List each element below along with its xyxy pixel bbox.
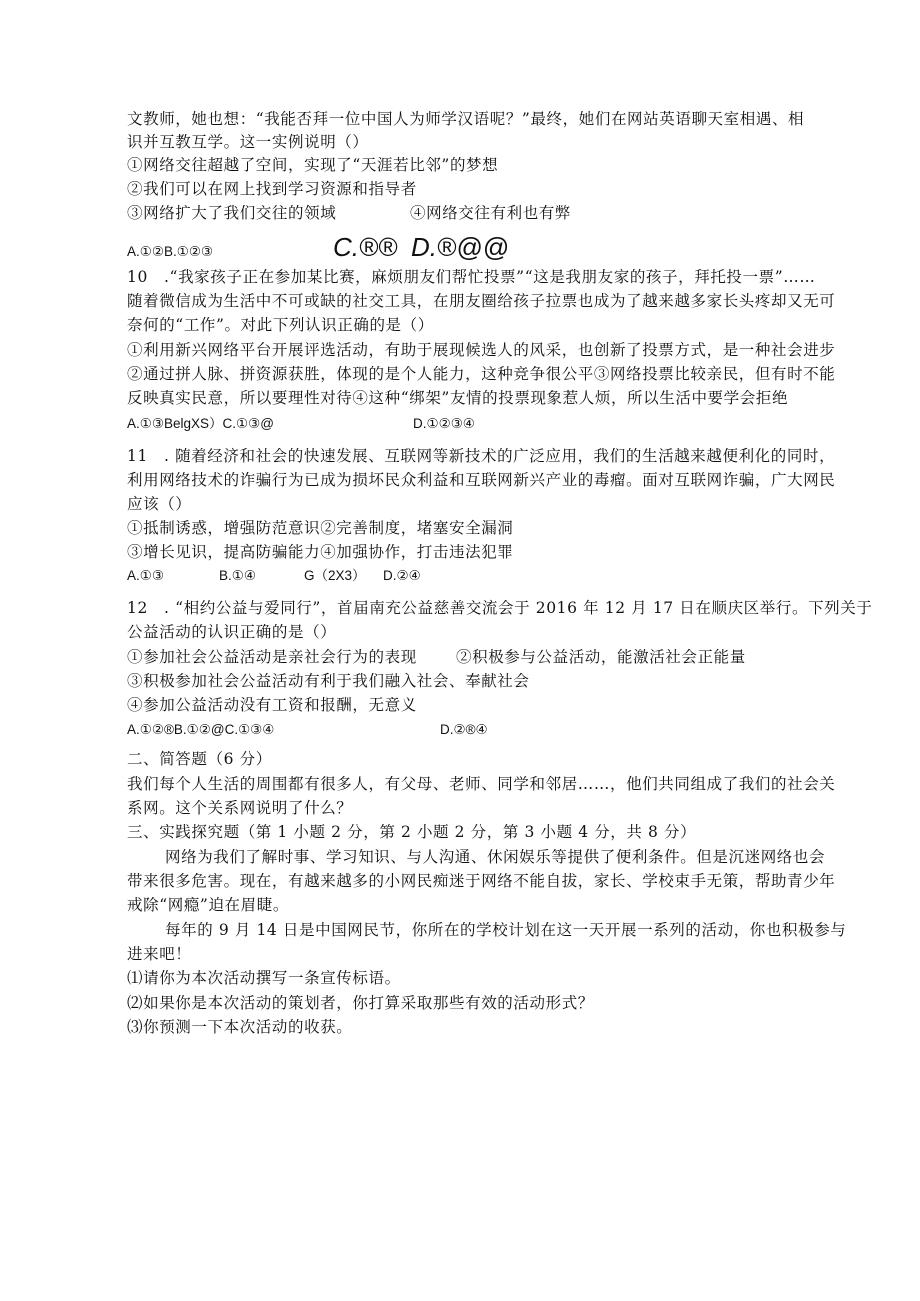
section3-paragraph1-line1: 网络为我们了解时事、学习知识、与人沟通、休闲娱乐等提供了便利条件。但是沉迷网络也会 [165, 848, 826, 866]
q12-statement-2: ②积极参与公益活动，能激活社会正能量 [456, 648, 746, 666]
q12-option-d: D.②®④ [440, 722, 488, 737]
q10-statement-3: 反映真实民意，所以要理性对待④这种“绑架”友情的投票现象惹人烦，所以生活中要学会拒绝 [127, 389, 789, 407]
q10-option-d: D.①②③④ [413, 416, 475, 431]
q10-statement-1: ①利用新兴网络平台开展评选活动，有助于展现候选人的风采，也创新了投票方式，是一种社会进步 [127, 341, 836, 359]
q11-line2: 利用网络技术的诈骗行为已成为损坏民众利益和互联网新兴产业的毒瘤。面对互联网诈骗，广大网民 [127, 471, 836, 489]
q12-options-abc: A.①②®B.①②@C.①③④ [127, 722, 275, 737]
q10-statement-2: ②通过拼人脉、拼资源获胜，体现的是个人能力，这种竞争很公平③网络投票比较亲民，但有时不能 [127, 365, 836, 383]
q10-line2: 随着微信成为生活中不可或缺的社交工具，在朋友圈给孩子拉票也成为了越来越多家长头疼却又无可 [127, 292, 836, 310]
section3-paragraph1-line3: 戒除“网瘾”迫在眉睫。 [127, 896, 289, 914]
section3-paragraph1-line2: 带来很多危害。现在，有越来越多的小网民痴迷于网络不能自拔，家长、学校束手无策，帮助青少年 [127, 872, 836, 890]
q11-option-d: D.②④ [383, 568, 421, 583]
q11-line3: 应该（） [127, 495, 192, 513]
q11-statement-2: ③增长见识，提高防骗能力④加强协作，打击违法犯罪 [127, 543, 514, 561]
section3-paragraph2-line1: 每年的 9 月 14 日是中国网民节，你所在的学校计划在这一天开展一系列的活动，你也积极参与 [165, 921, 847, 939]
q11-option-c: G（2X3） [304, 568, 366, 583]
q9-statement-4: ④网络交往有利也有弊 [410, 204, 572, 222]
section3-paragraph2-line2: 进来吧！ [127, 945, 192, 963]
q12-statement-3: ③积极参加社会公益活动有利于我们融入社会、奉献社会 [127, 672, 530, 690]
q9-option-c: C.®® [333, 232, 398, 262]
q9-statement-1: ①网络交往超越了空间，实现了“天涯若比邻”的梦想 [127, 156, 499, 174]
q11-option-a: A.①③ [127, 568, 164, 583]
section3-item-2: ⑵如果你是本次活动的策划者，你打算采取那些有效的活动形式？ [127, 994, 594, 1012]
section3-item-1: ⑴请你为本次活动撰写一条宣传标语。 [127, 969, 401, 987]
q9-option-d: D.®@@ [411, 232, 509, 262]
section3-title: 三、实践探究题（第 1 小题 2 分，第 2 小题 2 分，第 3 小题 4 分，共 8 分） [127, 823, 697, 841]
q9-statement-3: ③网络扩大了我们交往的领域 [127, 204, 337, 222]
q10-options-abc: A.①③BelgXS）C.①③@ [127, 416, 274, 431]
q11-statement-1: ①抵制诱惑，增强防范意识②完善制度，堵塞安全漏洞 [127, 519, 514, 537]
section2-line2: 系网。这个关系网说明了什么？ [127, 799, 353, 817]
q12-statement-4: ④参加公益活动没有工资和报酬，无意义 [127, 696, 417, 714]
q9-line2: 识并互教互学。这一实例说明（） [127, 133, 369, 151]
section3-item-3: ⑶你预测一下本次活动的收获。 [127, 1018, 353, 1036]
q12-statement-1: ①参加社会公益活动是亲社会行为的表现 [127, 648, 417, 666]
q9-line1: 文教师，她也想：“我能否拜一位中国人为师学汉语呢？”最终，她们在网站英语聊天室相遇、相 [127, 110, 805, 128]
q9-statement-2: ②我们可以在网上找到学习资源和指导者 [127, 180, 417, 198]
q11-option-b: B.①④ [219, 568, 256, 583]
q11-line1: 11 . 随着经济和社会的快速发展、互联网等新技术的广泛应用，我们的生活越来越便利化的同时， [127, 447, 836, 465]
section2-line1: 我们每个人生活的周围都有很多人，有父母、老师、同学和邻居……，他们共同组成了我们的社会关 [127, 775, 836, 793]
q10-line3: 奈何的“工作”。对此下列认识正确的是（） [127, 316, 434, 334]
q12-line1: 12 . “相约公益与爱同行”，首届南充公益慈善交流会于 2016 年 12 月 17 日在顺庆区举行。下列关于 [127, 599, 873, 617]
q12-line2: 公益活动的认识正确的是（） [127, 623, 337, 641]
q10-line1: 10 .“我家孩子正在参加某比赛，麻烦朋友们帮忙投票”“这是我朋友家的孩子，拜托投一票”…… [127, 268, 816, 286]
section2-title: 二、简答题（6 分） [127, 750, 272, 768]
q9-options-ab: A.①②B.①②③ [127, 244, 214, 259]
